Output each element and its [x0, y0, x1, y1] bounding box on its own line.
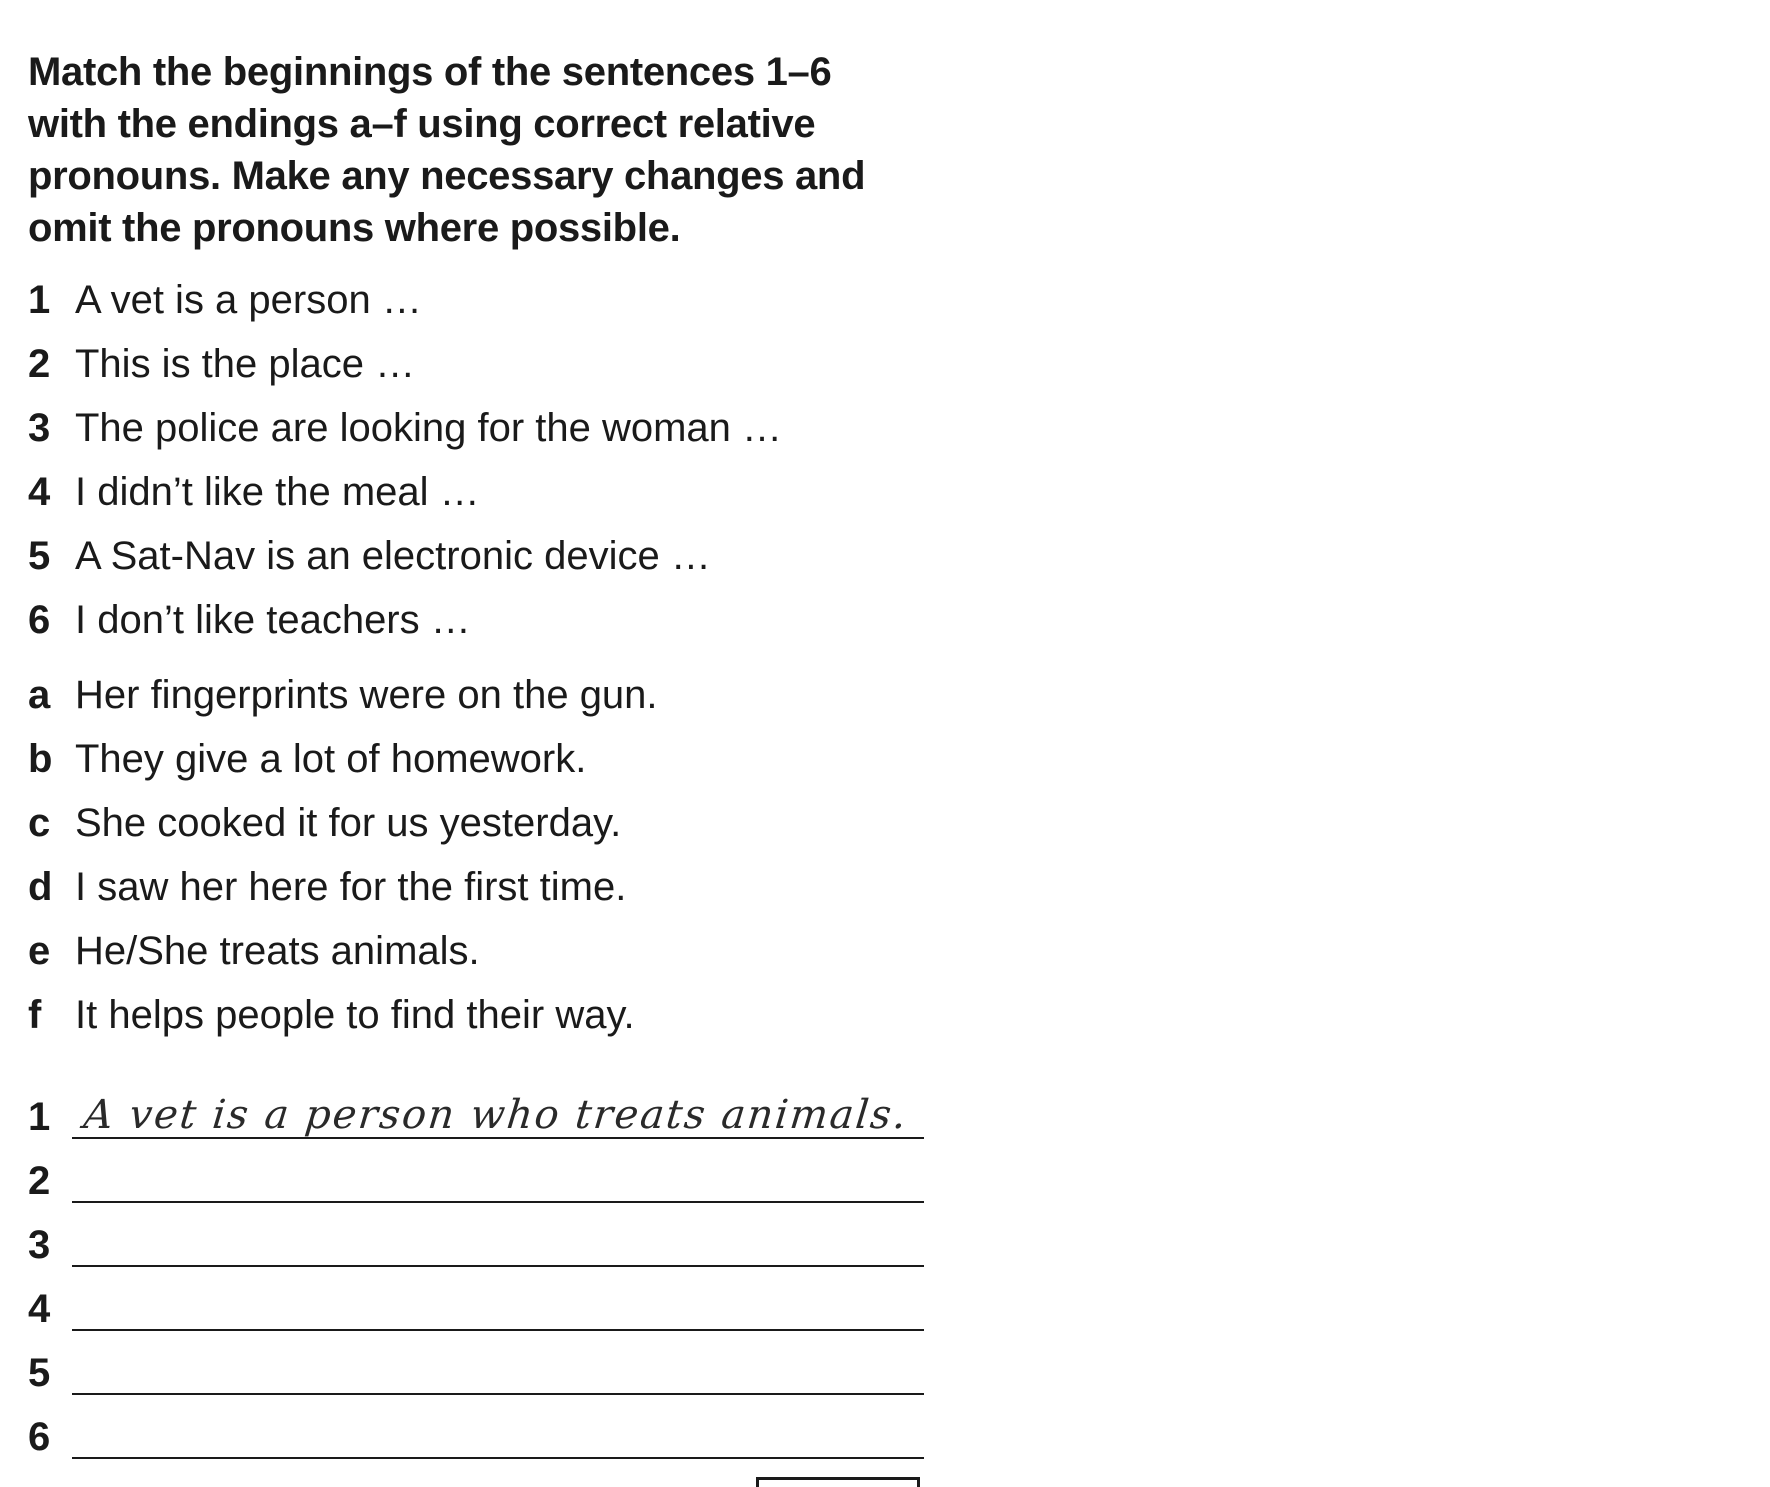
- beginning-number: 1: [28, 278, 51, 322]
- ending-letter: c: [28, 801, 51, 845]
- answer-row: [28, 1151, 928, 1215]
- answer-row: [28, 1279, 928, 1343]
- beginning-item: [28, 588, 782, 652]
- ending-item: [28, 855, 658, 919]
- sentence-endings-list: [28, 663, 658, 1047]
- answer-underline: [72, 1265, 924, 1267]
- answer-underline: [72, 1393, 924, 1395]
- beginning-item: [28, 524, 782, 588]
- ending-text: He/She treats animals.: [75, 929, 480, 973]
- beginning-text: This is the place …: [75, 342, 416, 386]
- ending-item: [28, 983, 658, 1047]
- beginning-text: I don’t like teachers …: [75, 598, 471, 642]
- beginning-number: 5: [28, 534, 51, 578]
- beginning-item: [28, 332, 782, 396]
- beginning-text: A Sat-Nav is an electronic device …: [75, 534, 711, 578]
- ending-text: She cooked it for us yesterday.: [75, 801, 622, 845]
- ending-letter: e: [28, 929, 51, 973]
- ending-text: It helps people to find their way.: [75, 993, 635, 1037]
- answer-underline: [72, 1329, 924, 1331]
- ending-text: They give a lot of homework.: [75, 737, 587, 781]
- beginning-number: 2: [28, 342, 51, 386]
- answer-lines-list: [28, 1087, 928, 1471]
- score-box: [756, 1477, 920, 1487]
- answer-number: 4: [28, 1287, 51, 1331]
- answer-row: [28, 1407, 928, 1471]
- beginning-number: 6: [28, 598, 51, 642]
- beginning-number: 3: [28, 406, 51, 450]
- beginning-text: A vet is a person …: [75, 278, 422, 322]
- answer-underline: [72, 1137, 924, 1139]
- ending-text: I saw her here for the first time.: [75, 865, 627, 909]
- ending-item: [28, 727, 658, 791]
- answer-number: 3: [28, 1223, 51, 1267]
- ending-item: [28, 791, 658, 855]
- answer-row: [28, 1087, 928, 1151]
- answer-row: [28, 1215, 928, 1279]
- beginning-item: [28, 460, 782, 524]
- ending-letter: b: [28, 737, 53, 781]
- ending-letter: d: [28, 865, 53, 909]
- beginning-item: [28, 268, 782, 332]
- answer-number: 1: [28, 1095, 51, 1139]
- ending-letter: a: [28, 673, 51, 717]
- answer-number: 2: [28, 1159, 51, 1203]
- beginning-number: 4: [28, 470, 51, 514]
- answer-underline: [72, 1457, 924, 1459]
- beginning-item: [28, 396, 782, 460]
- ending-item: [28, 919, 658, 983]
- ending-text: Her fingerprints were on the gun.: [75, 673, 658, 717]
- answer-underline: [72, 1201, 924, 1203]
- answer-number: 6: [28, 1415, 51, 1459]
- answer-number: 5: [28, 1351, 51, 1395]
- sentence-beginnings-list: [28, 268, 782, 652]
- ending-item: [28, 663, 658, 727]
- beginning-text: The police are looking for the woman …: [75, 406, 783, 450]
- answer-row: [28, 1343, 928, 1407]
- answer-field[interactable]: A vet is a person who treats animals.: [81, 1092, 911, 1138]
- exercise-instruction: Match the beginnings of the sentences 1–6 with the endings a–f using correct relative pronouns. Make any necessary changes and omit the pronouns where possible.: [28, 50, 866, 250]
- beginning-text: I didn’t like the meal …: [75, 470, 480, 514]
- ending-letter: f: [28, 993, 42, 1037]
